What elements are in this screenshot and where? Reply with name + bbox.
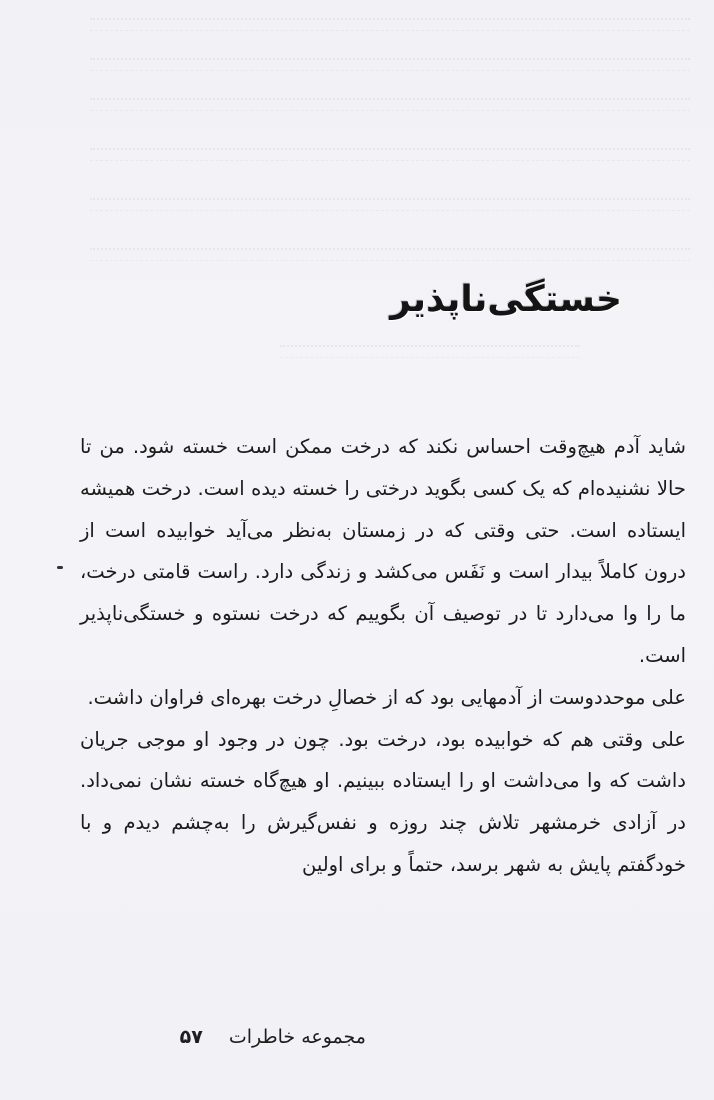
paragraph: علی وقتی هم که خوابیده بود، درخت بود. چون در وجود او موجی جریان داشت که وا می‌داشت او را ایستاده ببینیم. او هیچ‌گاه خسته نشان نمی‌داد. در آزادی خرمشهر تلاش چند روزه و نفس‌گیرش را به‌چشم دیدم و با خودگفتم پایش به شهر برسد، حتماً و برای اولین [80, 727, 686, 876]
show-through-line [90, 18, 690, 31]
show-through-line [90, 98, 690, 111]
ink-mark [57, 566, 63, 569]
paragraph: شاید آدم هیچ‌وقت احساس نکند که درخت ممکن است خسته شود. من تا حالا نشنیده‌ام که یک کسی بگوید درختی را خسته دیده است. درخت همیشه ایستاده است. حتی وقتی که در زمستان به‌نظر می‌آید خوابیده است از درون کاملاً بیدار است و نَفَس می‌کشد و زندگی دارد. راست قامتی درخت، ما را وا می‌دارد تا در توصیف آن بگوییم که درخت نستوه و خستگی‌ناپذیر است. [80, 435, 686, 667]
page-number: ۵۷ [179, 1026, 203, 1048]
paragraph: علی موحددوست از آدمهایی بود که از خصالِ درخت بهره‌ای فراوان داشت. [87, 685, 686, 709]
show-through-line [90, 198, 690, 211]
footer-book-title: مجموعه خاطرات [228, 1026, 366, 1048]
body-text [80, 426, 686, 886]
page-footer [180, 1022, 366, 1052]
show-through-line [280, 345, 580, 358]
chapter-title: خستگی‌ناپذیر [390, 279, 622, 320]
show-through-line [90, 248, 690, 261]
show-through-line [90, 58, 690, 71]
show-through-line [90, 148, 690, 161]
